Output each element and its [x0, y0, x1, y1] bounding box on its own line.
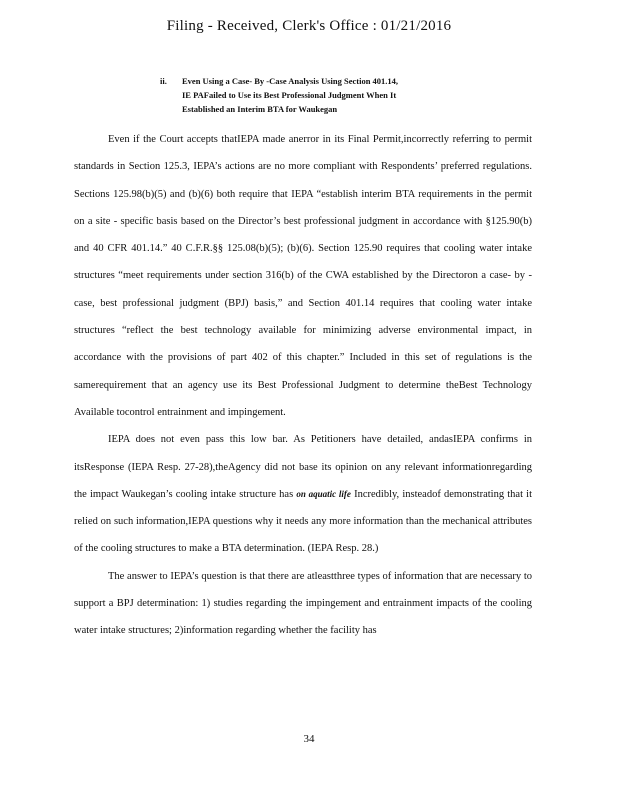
paragraph-3: The answer to IEPA’s question is that there are atleastthree types of information that are necessary to support a BPJ determination: 1) studies regarding the impingement and entrainment impacts of the cooling water intake structures; 2)information regarding whether the facility has: [74, 570, 532, 637]
paragraph-2: [74, 426, 532, 562]
paragraph-2-part-2: Incredibly, insteadof demonstrating that it relied on such information,IEPA questions why it needs any more information than the mechanical attributes of the cooling structures to make a BTA determination. (IEPA Resp. 28.): [74, 488, 532, 555]
paragraph-2-part-1: IEPA does not even pass this low bar. As Petitioners have detailed, andasIEPA confirms in itsResponse (IEPA Resp. 27-28),theAgency did not base its opinion on any relevant informationregarding the impact Waukegan’s cooling intake structure has: [74, 434, 532, 500]
page-number: 34: [303, 733, 315, 745]
paragraph-1: Even if the Court accepts thatIEPA made anerror in its Final Permit,incorrectly referring to permit standards in Section 125.3, IEPA’s actions are no more compliant with Respondents’ preferred regulations. Sections 125.98(b)(5) and (b)(6) both require that IEPA “establish interim BTA requirements in the permit on a site - specific basis based on the Director’s best professional judgment in accordance with §125.90(b) and 40 CFR 401.14.” 40 C.F.R.§§ 125.08(b)(5); (b)(6). Section 125.90 requires that cooling water intake structures “meet requirements under section 316(b) of the CWA established by the Directoron a case- by -case, best professional judgment (BPJ) basis,” and Section 401.14 requires that cooling water intake structures “reflect the best technology available for minimizing adverse environmental impact, in accordance with the provisions of part 402 of this chapter.” Included in this set of regulations is the samerequirement that an agency use its Best Professional Judgment to determine theBest Technology Available tocontrol entrainment and impingement.: [74, 134, 532, 418]
section-number: ii.: [160, 76, 167, 86]
paragraph-2-emphasis: on aquatic life: [296, 488, 351, 499]
section-heading-line-2: IE PAFailed to Use its Best Professional Judgment When It: [182, 90, 397, 100]
filing-header: Filing - Received, Clerk's Office : 01/21/2016: [166, 18, 452, 34]
section-heading-line-1: Even Using a Case- By -Case Analysis Using Section 401.14,: [182, 76, 399, 86]
document-body: [74, 126, 532, 645]
section-heading: [160, 74, 490, 116]
section-heading-line-3: Established an Interim BTA for Waukegan: [182, 104, 338, 114]
